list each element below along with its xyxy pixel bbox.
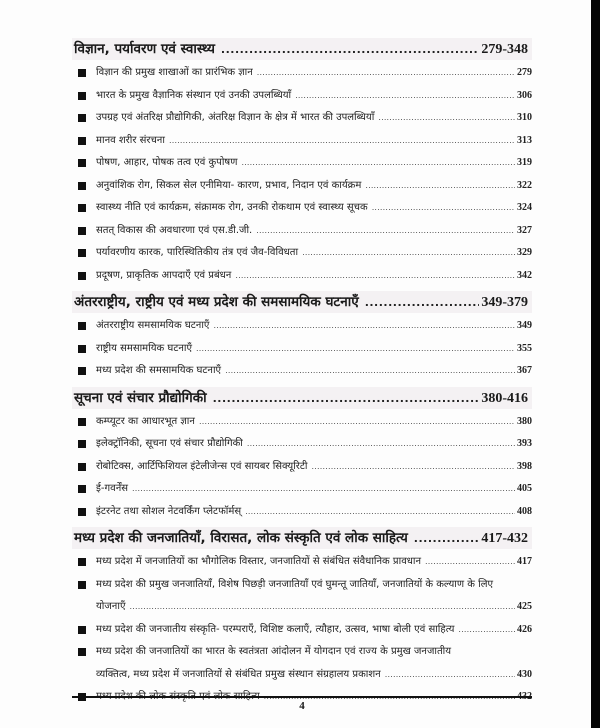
footer-divider: [72, 696, 532, 698]
entry-label: मानव शरीर संरचना: [96, 134, 165, 146]
toc-entry[interactable]: [72, 619, 532, 642]
entry-page: 425: [517, 601, 532, 612]
toc-section-science: [72, 38, 532, 287]
toc-entry[interactable]: [72, 220, 532, 243]
toc-entry[interactable]: [72, 478, 532, 501]
dot-leader: [213, 315, 515, 338]
section-title: मध्य प्रदेश की जनजातियाँ, विरासत, लोक संस्कृति एवं लोक साहित्य: [74, 530, 408, 546]
entry-label-line1: मध्य प्रदेश की जनजातियों का भारत के स्वतंत्रता आंदोलन में योगदान एवं राज्य के प्रमुख जनजातीय: [96, 646, 452, 657]
square-bullet-icon: [78, 648, 86, 656]
square-bullet-icon: [78, 227, 86, 235]
toc-entry[interactable]: [72, 265, 532, 288]
entry-page: 306: [517, 89, 532, 101]
entry-label: इलेक्ट्रॉनिकी, सूचना एवं संचार प्रौद्योगिकी: [96, 438, 243, 449]
entry-page: 393: [517, 438, 532, 449]
entry-page: 405: [517, 483, 532, 494]
toc-entry[interactable]: [72, 411, 532, 434]
square-bullet-icon: [78, 249, 86, 257]
square-bullet-icon: [78, 69, 86, 77]
square-bullet-icon: [78, 367, 86, 375]
dot-leader: [169, 130, 515, 153]
section-header[interactable]: [72, 527, 532, 549]
dot-leader: [225, 360, 515, 383]
toc-entry[interactable]: [72, 197, 532, 220]
entry-page: 322: [517, 179, 532, 191]
section-items: [72, 549, 532, 709]
entry-label-line1: मध्य प्रदेश की प्रमुख जनजातियाँ, विशेष पिछड़ी जनजातियाँ एवं घुमन्तू जातियाँ, जनजातियों के कल्याण के लिए: [96, 578, 494, 590]
section-header[interactable]: [72, 387, 532, 409]
entry-page: 329: [517, 247, 532, 258]
entry-page: 327: [517, 224, 532, 236]
entry-label: उपग्रह एवं अंतरिक्ष प्रौद्योगिकी, अंतरिक्ष विज्ञान के क्षेत्र में भारत की उपलब्धियाँ: [96, 112, 375, 123]
square-bullet-icon: [78, 204, 86, 212]
square-bullet-icon: [78, 581, 86, 589]
toc-entry[interactable]: [72, 242, 532, 265]
entry-label: मध्य प्रदेश की जनजातीय संस्कृति- परम्पराएँ, विशिष्ट कलाएँ, त्यौहार, उत्सव, भाषा बोली एवं साहित्य: [96, 623, 455, 635]
entry-label: प्रदूषण, प्राकृतिक आपदाएँ एवं प्रबंधन: [96, 269, 232, 281]
toc-entry[interactable]: [72, 152, 532, 175]
entry-page: 380: [517, 415, 532, 427]
dot-leader: [372, 197, 515, 220]
toc-section-current-affairs: [72, 291, 532, 383]
entry-page: 279: [517, 67, 532, 78]
square-bullet-icon: [78, 463, 86, 471]
entry-label: विज्ञान की प्रमुख शाखाओं का प्रारंभिक ज्ञान: [96, 67, 253, 78]
entry-page: 430: [517, 668, 532, 680]
square-bullet-icon: [78, 485, 86, 493]
square-bullet-icon: [78, 272, 86, 280]
entry-text-block: [96, 574, 532, 619]
dot-leader: [302, 242, 515, 265]
scan-edge-bar: [591, 0, 600, 728]
entry-page: 324: [517, 202, 532, 213]
entry-page: 313: [517, 134, 532, 146]
entry-label: अनुवांशिक रोग, सिकल सेल एनीमिया- कारण, प्रभाव, निदान एवं कार्यक्रम: [96, 179, 362, 191]
toc-entry[interactable]: [72, 456, 532, 479]
dot-leader: [213, 388, 480, 409]
entry-label: पर्यावरणीय कारक, पारिस्थितिकीय तंत्र एवं जैव-विविधता: [96, 247, 299, 258]
dot-leader: [247, 433, 515, 456]
square-bullet-icon: [78, 322, 86, 330]
dot-leader: [365, 175, 515, 198]
square-bullet-icon: [78, 159, 86, 167]
dot-leader: [365, 292, 480, 313]
section-items: [72, 60, 532, 287]
table-of-contents: [72, 38, 532, 713]
section-header[interactable]: [72, 38, 532, 60]
toc-entry[interactable]: [72, 501, 532, 524]
square-bullet-icon: [78, 114, 86, 122]
square-bullet-icon: [78, 440, 86, 448]
dot-leader: [312, 456, 515, 479]
entry-label: भारत के प्रमुख वैज्ञानिक संस्थान एवं उनकी उपलब्धियाँ: [96, 89, 292, 101]
dot-leader: [458, 619, 515, 642]
section-header[interactable]: [72, 291, 532, 313]
square-bullet-icon: [78, 418, 86, 426]
entry-page: 426: [517, 623, 532, 635]
section-title: सूचना एवं संचार प्रौद्योगिकी: [74, 389, 207, 406]
toc-entry[interactable]: [72, 338, 532, 361]
section-page-range: 349-379: [481, 295, 528, 310]
entry-label: अंतरराष्ट्रीय समसामयिक घटनाएँ: [96, 320, 210, 331]
entry-page: 417: [517, 556, 532, 567]
entry-label: पोषण, आहार, पोषक तत्व एवं कुपोषण: [96, 157, 238, 168]
entry-label: राष्ट्रीय समसामयिक घटनाएँ: [96, 342, 193, 354]
square-bullet-icon: [78, 508, 86, 516]
toc-entry[interactable]: [72, 107, 532, 130]
dot-leader: [414, 528, 480, 549]
dot-leader: [196, 338, 515, 361]
section-items: [72, 409, 532, 524]
entry-label: ई-गवर्नेंस: [96, 483, 129, 494]
toc-section-ict: [72, 387, 532, 524]
page-number: 4: [299, 700, 305, 712]
section-title: अंतरराष्ट्रीय, राष्ट्रीय एवं मध्य प्रदेश की समसामयिक घटनाएँ: [74, 294, 359, 310]
entry-page: 342: [517, 269, 532, 281]
dot-leader: [256, 220, 515, 243]
section-items: [72, 313, 532, 383]
entry-label: योजनाएँ: [96, 601, 126, 612]
square-bullet-icon: [78, 92, 86, 100]
dot-leader: [257, 62, 515, 85]
entry-text-block: [96, 641, 532, 686]
entry-label: सतत् विकास की अवधारणा एवं एस.डी.जी.: [96, 224, 253, 236]
dot-leader: [425, 551, 515, 574]
dot-leader: [235, 265, 515, 288]
square-bullet-icon: [78, 626, 86, 634]
dot-leader: [129, 596, 515, 619]
entry-page: 367: [517, 365, 532, 376]
dot-leader: [385, 664, 515, 687]
dot-leader: [199, 411, 515, 434]
toc-entry[interactable]: [72, 85, 532, 108]
square-bullet-icon: [78, 182, 86, 190]
section-page-range: 380-416: [481, 390, 528, 406]
dot-leader: [241, 152, 515, 175]
entry-label: कम्प्यूटर का आधारभूत ज्ञान: [96, 415, 195, 427]
section-title: विज्ञान, पर्यावरण एवं स्वास्थ्य: [74, 41, 215, 57]
toc-entry[interactable]: [72, 551, 532, 574]
toc-entry[interactable]: [72, 641, 532, 686]
dot-leader: [378, 107, 515, 130]
toc-entry[interactable]: [72, 175, 532, 198]
toc-section-mp-tribes: [72, 527, 532, 709]
entry-label: मध्य प्रदेश की समसामयिक घटनाएँ: [96, 365, 222, 376]
toc-entry[interactable]: [72, 574, 532, 619]
toc-entry[interactable]: [72, 315, 532, 338]
entry-page: 408: [517, 505, 532, 517]
toc-entry[interactable]: [72, 360, 532, 383]
toc-entry[interactable]: [72, 130, 532, 153]
entry-label: व्यक्तित्व, मध्य प्रदेश में जनजातियों से संबंधित प्रमुख संस्थान संग्रहालय प्रकाशन: [96, 668, 381, 680]
toc-entry[interactable]: [72, 433, 532, 456]
section-page-range: 279-348: [481, 42, 528, 57]
square-bullet-icon: [78, 345, 86, 353]
entry-page: 398: [517, 460, 532, 472]
dot-leader: [221, 39, 479, 60]
section-page-range: 417-432: [481, 531, 528, 546]
entry-label: स्वास्थ्य नीति एवं कार्यक्रम, संक्रामक रोग, उनकी रोकथाम एवं स्वास्थ्य सूचक: [96, 202, 368, 213]
square-bullet-icon: [78, 137, 86, 145]
entry-page: 319: [517, 157, 532, 168]
entry-label: मध्य प्रदेश में जनजातियों का भौगोलिक विस्तार, जनजातियों से संबंधित संवैधानिक प्रावधान: [96, 556, 422, 567]
entry-label: इंटरनेट तथा सोशल नेटवर्किंग प्लेटफॉर्मस्: [96, 505, 242, 517]
dot-leader: [245, 501, 515, 524]
entry-label: रोबोटिक्स, आर्टिफिशियल इंटेलीजेन्स एवं सायबर सिक्यूरिटी: [96, 460, 308, 472]
entry-page: 355: [517, 342, 532, 354]
dot-leader: [295, 85, 515, 108]
square-bullet-icon: [78, 558, 86, 566]
dot-leader: [132, 478, 515, 501]
toc-entry[interactable]: [72, 62, 532, 85]
entry-page: 349: [517, 320, 532, 331]
entry-page: 310: [517, 112, 532, 123]
